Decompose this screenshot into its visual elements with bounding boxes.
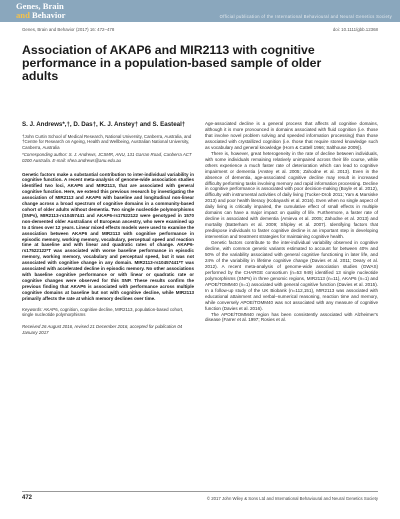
keywords [22,307,194,318]
corresponding-author: *Corresponding author: S. J. Andrews, JCSMR, ANU, 131 Garran Road, Canberra ACT 0200 Australia. E-mail: shea.andrews@anu.edu.au [22,152,192,163]
body-paragraph: Genetic factors contribute to the inter-individual variability observed in cognitive decline, with common genetic variants estimated to account for between 40% and 50% of the variability associated with general cognitive functioning in later life, and 24% of the variability in lifetime cognitive change (Davies et al. 2011; Deary et al. 2012). A recent meta-analysis of genome-wide association studies (GWAS) performed by the CHARGE consortium (n=53 949) identified 13 single nucleotide polymorphisms (SNPs) in three genomic regions, MIR2113 (n=11), AKAP6 (n=1) and APOE/TOMM40 (n=1) associated with general cognitive function (Davies et al. 2015). In a follow-up study of the UK Biobank (n=112,151), MIR2113 was associated with educational attainment and verbal–numerical reasoning, reaction time and memory, while conversely APOE/TOMM40 was not associated with any measure of cognitive function (Davies et al. 2016). [205,240,378,311]
left-column [22,121,194,335]
citation-line [22,27,378,32]
footer-divider [22,491,378,492]
doi-link[interactable]: doi: 10.1111/gbb.12368 [332,27,378,32]
keywords-list: AKAP6, cognition, cognitive decline, MIR2113, population-based cohort, single nucleotide polymorphisms [22,306,184,318]
right-column [205,121,378,323]
journal-citation: Genes, Brain and Behavior (2017) 16: 472–478 [22,27,115,32]
banner-subtitle: Official publication of the International Behavioural and Neural Genetics Society [219,14,392,19]
body-paragraph: The APOE/TOMM40 region has been consistently associated with Alzheimer's disease (Farrer et al. 1997; Rosies et al. [205,311,378,323]
logo-line-1: Genes, Brain [16,1,64,11]
abstract: Genetic factors make a substantial contribution to inter-individual variability in cognitive function. A recent meta-analysis of genome-wide association studies identified two loci, AKAP6 and MIR2113, that are associated with general cognitive function. Here, we extend this previous research by investigating the association of MIR2113 and AKAP6 with baseline and longitudinal non-linear change across a broad spectrum of cognitive domains in a community-based cohort of older adults without dementia. Two single nucleotide polymorphisms (SNPs), MIR2113-rs10457441 and AKAP6-rs17522122 were genotyped in 1570 non-demented older Australians of European ancestry, who were examined up to 4 times over 12 years. Linear mixed effects models were used to examine the association between AKAP6 and MIR2113 with cognitive performance in episodic memory, working memory, vocabulary, perceptual speed and reaction time at baseline and with linear and quadratic rates of change. AKAP6-rs17522122*T was associated with worse baseline performance in episodic memory, working memory, vocabulary and perceptual speed, but it was not associated with cognitive change in any domain. MIR2113-rs10457441*T was associated with accelerated decline in episodic memory. No other associations with baseline cognitive performance or with linear or quadratic rate or cognitive changes were observed for this SNP. These results confirm the previous finding that AKAP6 is associated with performance across multiple cognitive domains at baseline but not with cognitive decline, while MIR2113 primarily affects the rate at which memory declines over time. [22,171,194,301]
journal-banner [0,0,400,22]
logo-ampersand: and [16,9,30,20]
copyright-notice: © 2017 John Wiley & Sons Ltd and International Behavioural and Neural Genetics Society [206,496,378,501]
body-paragraph: Age-associated decline is a general process that affects all cognitive domains, although it is more pronounced in domains associated with fluid cognition (i.e. those that involve novel problem solving and speeded information processing) than those associated with crystallized cognition (i.e. those that require stored knowledge such as vocabulary and general knowledge (Horn & Cattell 1966; Salthouse 2009)). [205,121,378,150]
page-number: 472 [22,495,33,501]
article-title: Association of AKAP6 and MIR2113 with cognitive performance in a population-based sample of older adults [22,43,322,84]
keywords-label: Keywords: [22,306,43,312]
body-paragraph: There is, however, great heterogeneity in the rate of decline between individuals, with some individuals remaining relatively unimpaired across their life course, while others experience a much faster rate of deterioration which can lead to cognitive impairment or dementia (Anstey et al. 2005; Zahodne et al. 2013). Even in the absence of dementia, age-associated cognitive decline may result in increased difficulty performing tasks involving memory and rapid information processing. Decline in cognitive performance is associated with poor decision-making (Boyle et al. 2012), difficulty with instrumental activities of daily living (Tucker-Drob 2011; Yam & Marsiske 2013) and poor health literacy (Kobayashi et al. 2016). Even when no single aspect of daily living is critically impaired, the cumulative effect of small effects in multiple domains can have a major impact on quality of life. Furthermore, a faster rate of decline is associated with dementia (Amieva et al. 2005; Zahodne et al. 2013) and mortality (Batterham et al. 2009; Shipley et al. 2007). Identifying factors that predispose individuals to faster cognitive decline is an important step in developing intervention and treatment strategies for maintaining cognitive health. [205,150,378,240]
logo-line-2: Behavior [32,9,66,20]
journal-logo [16,0,86,22]
author-list: S. J. Andrews*,†, D. Das†, K. J. Anstey† and S. Easteal† [22,121,186,128]
received-dates: Received 26 August 2016, revised 21 December 2016, accepted for publication 04 January 2017 [22,323,183,335]
affiliation: †John Curtin School of Medical Research, National University, Canberra, Australia, and †Centre for Research on Ageing, Health and Wellbeing, Australian National University, Canberra, Australia [22,133,192,150]
